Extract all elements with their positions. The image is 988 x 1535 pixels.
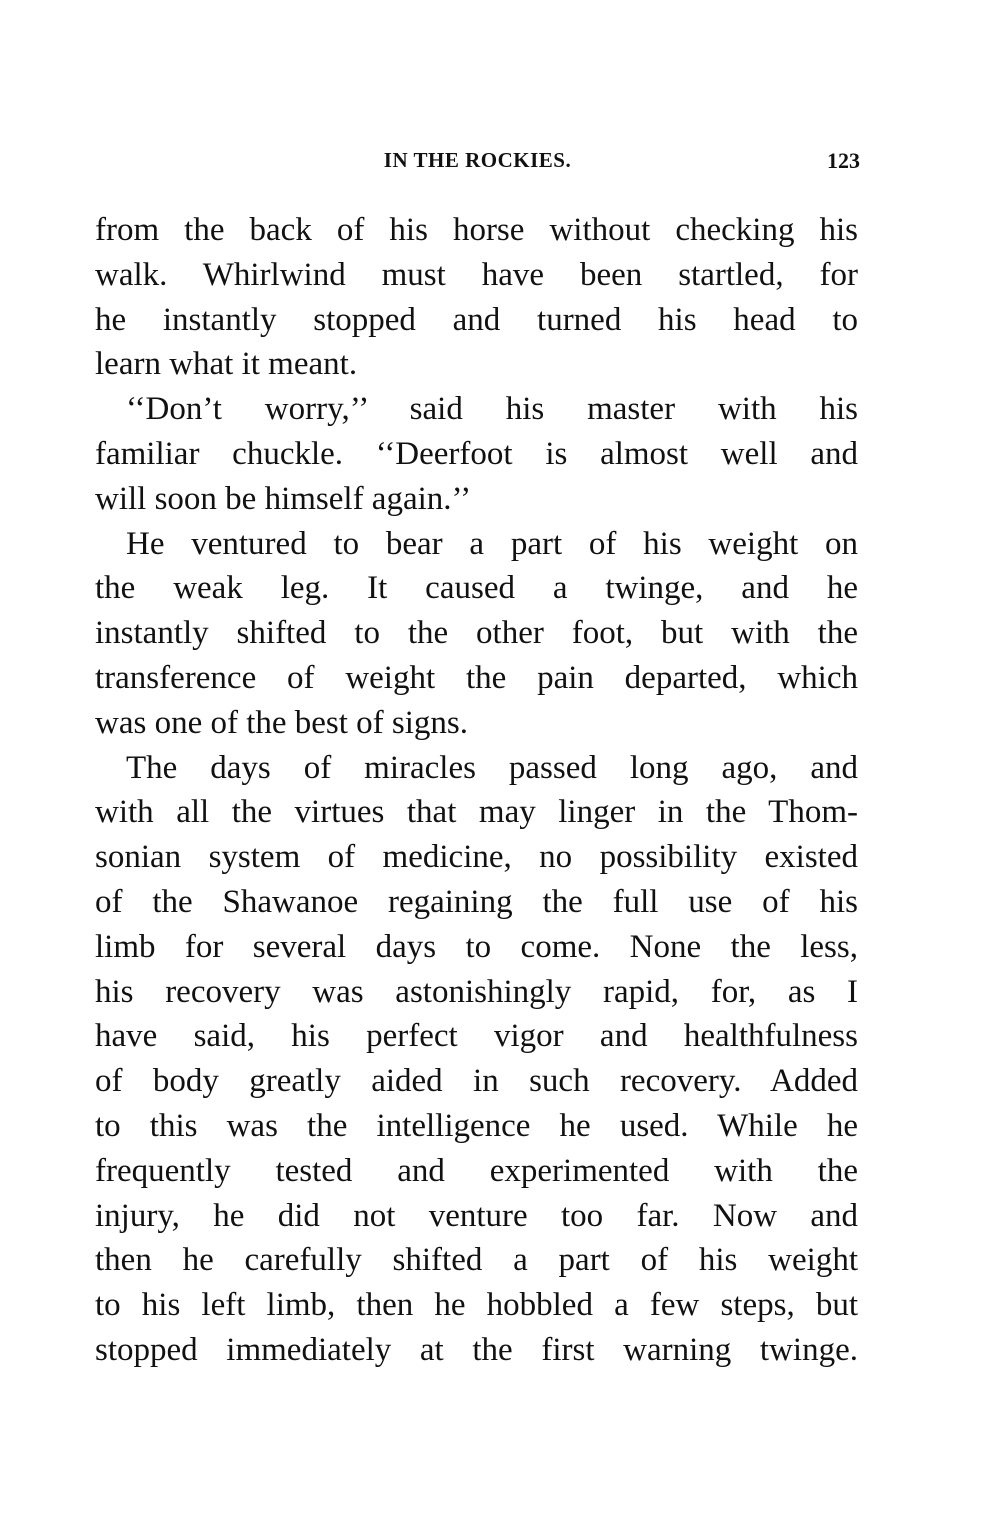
text-line: ‘‘Don’t worry,’’ said his master with his [126,391,858,428]
text-line: learn what it meant. [95,346,358,383]
text-line: his recovery was astonishingly rapid, for, as I [95,973,858,1010]
text-line: frequently tested and experimented with the [95,1152,858,1189]
page-number: 123 [827,148,860,173]
text-line: to this was the intelligence he used. While he [95,1107,858,1144]
text-line: with all the virtues that may linger in the Thom- [95,794,858,831]
page-header [95,146,860,176]
paragraph [95,387,858,521]
text-line: then he carefully shifted a part of his weight [95,1242,858,1279]
text-line: from the back of his horse without checking his [95,212,858,248]
text-line: sonian system of medicine, no possibility existed [95,839,858,876]
text-line: He ventured to bear a part of his weight on [126,525,858,562]
paragraph [95,522,858,746]
text-line: transference of weight the pain departed, which [95,659,858,696]
text-line: will soon be himself again.’’ [95,480,472,517]
text-line: The days of miracles passed long ago, and [126,749,858,786]
text-line: walk. Whirlwind must have been startled, for [95,256,858,293]
text-line: of the Shawanoe regaining the full use of his [95,883,858,920]
text-line: injury, he did not venture too far. Now and [95,1197,858,1234]
text-line: he instantly stopped and turned his head to [95,301,858,338]
text-line: was one of the best of signs. [95,704,469,741]
paragraph [95,208,858,387]
text-line: instantly shifted to the other foot, but with the [95,615,858,652]
text-line: of body greatly aided in such recovery. Added [95,1063,858,1100]
paragraph [95,746,858,1373]
body-text [95,208,858,1373]
text-line: to his left limb, then he hobbled a few steps, but [95,1287,858,1324]
text-line: familiar chuckle. ‘‘Deerfoot is almost well and [95,435,858,472]
text-line: the weak leg. It caused a twinge, and he [95,570,858,607]
text-line: have said, his perfect vigor and healthfulness [95,1018,858,1055]
text-line: limb for several days to come. None the less, [95,928,858,965]
text-line: stopped immediately at the first warning twinge. [95,1331,858,1368]
running-head: IN THE ROCKIES. [383,148,572,172]
